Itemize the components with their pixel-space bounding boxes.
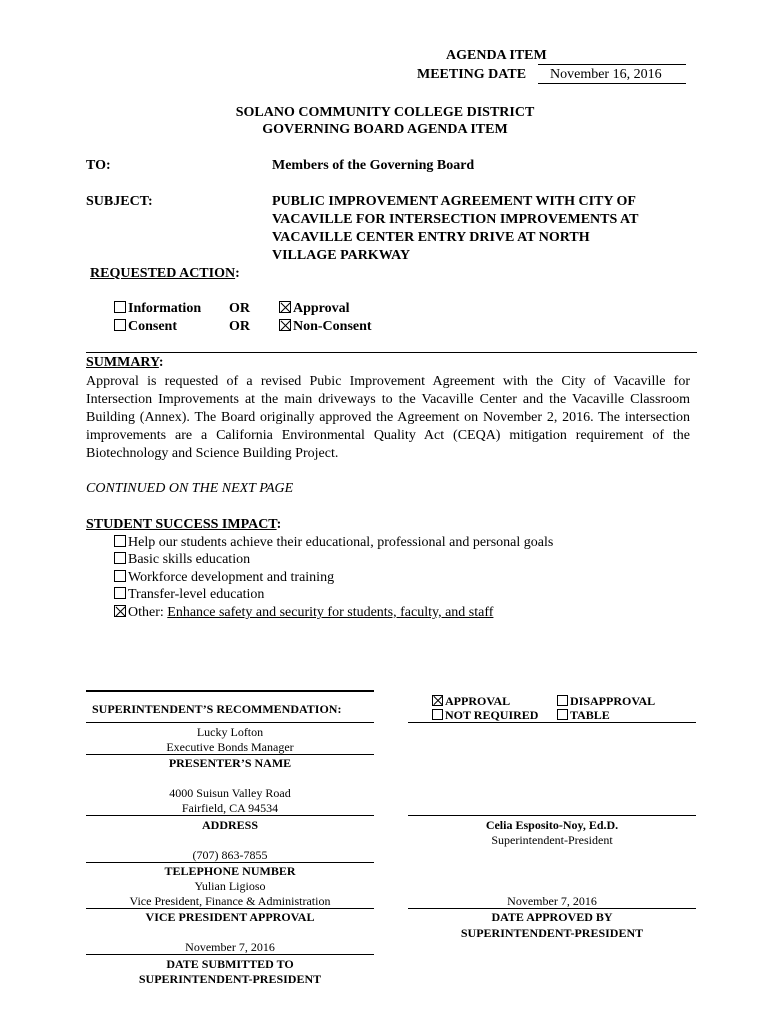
transfer-checkbox[interactable] <box>114 587 126 599</box>
agenda-item-line <box>538 64 686 65</box>
agenda-item-label: AGENDA ITEM <box>446 48 547 63</box>
presenter-title: Executive Bonds Manager <box>166 740 294 754</box>
superintendent-title: Superintendent-President <box>491 833 613 847</box>
success-item-transfer[interactable]: Transfer-level education <box>114 587 264 603</box>
superintendent-rule <box>408 815 696 816</box>
subject-line-1: PUBLIC IMPROVEMENT AGREEMENT WITH CITY OF <box>272 194 636 209</box>
presenter-rule <box>86 754 374 755</box>
vp-title: Vice President, Finance & Administration <box>129 894 331 908</box>
vp-label: VICE PRESIDENT APPROVAL <box>145 910 315 924</box>
rec-not-required-checkbox[interactable] <box>432 709 443 720</box>
rec-not-required-option[interactable]: NOT REQUIRED <box>432 708 538 723</box>
success-item-basic-skills[interactable]: Basic skills education <box>114 552 250 568</box>
date-approved-value: November 7, 2016 <box>507 894 597 908</box>
superintendent-recommendation-label: SUPERINTENDENT’S RECOMMENDATION: <box>92 702 342 716</box>
rec-disapproval-option[interactable]: DISAPPROVAL <box>557 694 655 709</box>
to-label: TO: <box>86 158 111 173</box>
date-approved-label-2: SUPERINTENDENT-PRESIDENT <box>460 926 644 940</box>
information-option[interactable]: Information <box>114 301 201 317</box>
consent-checkbox[interactable] <box>114 319 126 331</box>
address-rule <box>86 815 374 816</box>
to-value: Members of the Governing Board <box>272 158 475 173</box>
summary-heading: SUMMARY: <box>86 355 164 370</box>
continued-note: CONTINUED ON THE NEXT PAGE <box>86 481 294 496</box>
recommendation-top-rule <box>86 690 374 692</box>
success-item-goals[interactable]: Help our students achieve their educational, professional and personal goals <box>114 535 553 551</box>
date-approved-rule <box>408 908 696 909</box>
basic-skills-checkbox[interactable] <box>114 552 126 564</box>
superintendent-name: Celia Esposito-Noy, Ed.D. <box>485 818 619 832</box>
vp-name: Yulian Ligioso <box>194 879 266 893</box>
vp-rule <box>86 908 374 909</box>
or-label-1: OR <box>229 301 250 316</box>
other-checkbox[interactable] <box>114 605 126 617</box>
recommendation-bottom-rule <box>86 722 374 723</box>
subject-line-4: VILLAGE PARKWAY <box>272 248 411 263</box>
telephone-rule <box>86 862 374 863</box>
recommendation-right-rule <box>408 722 696 723</box>
workforce-checkbox[interactable] <box>114 570 126 582</box>
section-divider <box>86 352 697 353</box>
presenter-label: PRESENTER’S NAME <box>168 756 292 770</box>
address-label: ADDRESS <box>201 818 258 832</box>
approval-option[interactable]: Approval <box>279 301 350 317</box>
presenter-name: Lucky Lofton <box>196 725 264 739</box>
approval-checkbox[interactable] <box>279 301 291 313</box>
rec-approval-checkbox[interactable] <box>432 695 443 706</box>
meeting-date-line <box>538 83 686 84</box>
address-line-1: 4000 Suisun Valley Road <box>169 786 291 800</box>
meeting-date-value: November 16, 2016 <box>550 67 662 82</box>
success-item-workforce[interactable]: Workforce development and training <box>114 570 334 586</box>
subject-line-3: VACAVILLE CENTER ENTRY DRIVE AT NORTH <box>272 230 590 245</box>
information-checkbox[interactable] <box>114 301 126 313</box>
non-consent-checkbox[interactable] <box>279 319 291 331</box>
goals-checkbox[interactable] <box>114 535 126 547</box>
subject-line-2: VACAVILLE FOR INTERSECTION IMPROVEMENTS AT <box>272 212 639 227</box>
consent-option[interactable]: Consent <box>114 319 177 335</box>
telephone-value: (707) 863-7855 <box>192 848 268 862</box>
date-approved-label-1: DATE APPROVED BY <box>491 910 613 924</box>
date-submitted-label-1: DATE SUBMITTED TO <box>166 957 294 971</box>
subject-label: SUBJECT: <box>86 194 153 209</box>
date-submitted-rule <box>86 954 374 955</box>
rec-table-checkbox[interactable] <box>557 709 568 720</box>
telephone-label: TELEPHONE NUMBER <box>164 864 296 878</box>
summary-text: Approval is requested of a revised Pubic Improvement Agreement with the City of Vacaville for Intersection Improvements at the main driveways to the Vacaville Center and the Vacaville Classroom Building (Annex). The Board originally approved the Agreement on November 2, 2016. The intersection improvements are a California Environmental Quality Act (CEQA) mitigation requirement of the Biotechnology and Science Building Project. <box>86 374 690 461</box>
rec-approval-option[interactable]: APPROVAL <box>432 694 510 709</box>
meeting-date-label: MEETING DATE <box>417 67 527 82</box>
or-label-2: OR <box>229 319 250 334</box>
success-item-other[interactable]: Other: Enhance safety and security for students, faculty, and staff <box>114 605 493 621</box>
requested-action-heading: REQUESTED ACTION: <box>90 266 240 281</box>
date-submitted-value: November 7, 2016 <box>185 940 275 954</box>
student-success-heading: STUDENT SUCCESS IMPACT: <box>86 517 282 532</box>
rec-disapproval-checkbox[interactable] <box>557 695 568 706</box>
date-submitted-label-2: SUPERINTENDENT-PRESIDENT <box>138 972 322 986</box>
district-title: SOLANO COMMUNITY COLLEGE DISTRICT <box>235 105 535 120</box>
non-consent-option[interactable]: Non-Consent <box>279 319 372 335</box>
other-value: Enhance safety and security for students, faculty, and staff <box>167 605 494 620</box>
agenda-title: GOVERNING BOARD AGENDA ITEM <box>262 122 508 137</box>
rec-table-option[interactable]: TABLE <box>557 708 610 723</box>
address-line-2: Fairfield, CA 94534 <box>181 801 279 815</box>
